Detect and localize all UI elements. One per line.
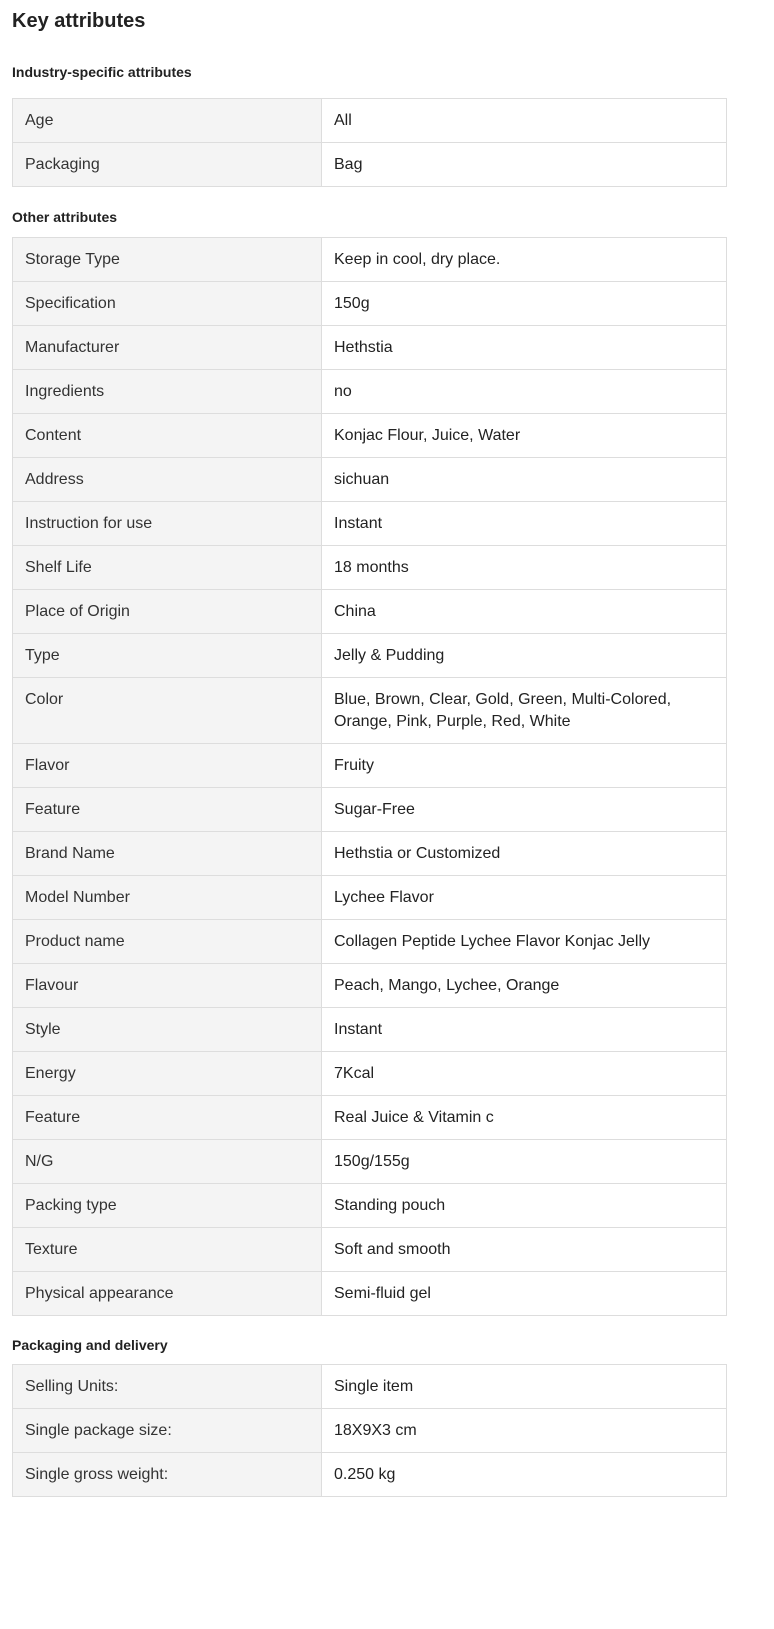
table-row: [13, 1140, 727, 1184]
table-row: [13, 99, 727, 143]
attribute-key: N/G: [13, 1140, 322, 1184]
table-row: [13, 143, 727, 187]
attribute-value: China: [322, 590, 727, 634]
table-row: [13, 326, 727, 370]
attribute-value: Instant: [322, 1008, 727, 1052]
table-row: [13, 1453, 727, 1497]
attribute-key: Type: [13, 634, 322, 678]
section-heading-other: Other attributes: [12, 209, 118, 225]
table-row: [13, 458, 727, 502]
table-row: [13, 1096, 727, 1140]
attribute-key: Style: [13, 1008, 322, 1052]
packaging-delivery-table: [12, 1364, 727, 1497]
attribute-key: Flavour: [13, 964, 322, 1008]
attribute-key: Feature: [13, 1096, 322, 1140]
industry-attributes-table: [12, 98, 727, 187]
table-row: [13, 832, 727, 876]
attribute-value: Lychee Flavor: [322, 876, 727, 920]
table-row: [13, 1365, 727, 1409]
attribute-value: Hethstia or Customized: [322, 832, 727, 876]
table-row: [13, 634, 727, 678]
table-row: [13, 1228, 727, 1272]
attribute-key: Selling Units:: [13, 1365, 322, 1409]
section-heading-packaging-delivery: Packaging and delivery: [12, 1337, 168, 1353]
table-row: [13, 238, 727, 282]
attribute-value: 7Kcal: [322, 1052, 727, 1096]
attribute-value: Standing pouch: [322, 1184, 727, 1228]
table-row: [13, 920, 727, 964]
attribute-key: Ingredients: [13, 370, 322, 414]
attribute-key: Physical appearance: [13, 1272, 322, 1316]
attribute-value: Fruity: [322, 744, 727, 788]
attribute-key: Packing type: [13, 1184, 322, 1228]
attribute-key: Packaging: [13, 143, 322, 187]
table-row: [13, 964, 727, 1008]
attribute-key: Age: [13, 99, 322, 143]
attribute-key: Address: [13, 458, 322, 502]
attribute-value: Hethstia: [322, 326, 727, 370]
attribute-key: Texture: [13, 1228, 322, 1272]
attribute-value: Single item: [322, 1365, 727, 1409]
table-row: [13, 1184, 727, 1228]
attribute-value: 0.250 kg: [322, 1453, 727, 1497]
attribute-key: Place of Origin: [13, 590, 322, 634]
section-heading-industry: Industry-specific attributes: [12, 64, 192, 80]
page-title: Key attributes: [12, 10, 146, 32]
table-row: [13, 876, 727, 920]
attribute-value: All: [322, 99, 727, 143]
attribute-value: Bag: [322, 143, 727, 187]
table-row: [13, 744, 727, 788]
attribute-value: Peach, Mango, Lychee, Orange: [322, 964, 727, 1008]
attribute-key: Single package size:: [13, 1409, 322, 1453]
attribute-value: Blue, Brown, Clear, Gold, Green, Multi-Colored, Orange, Pink, Purple, Red, White: [322, 678, 727, 744]
attribute-value: Instant: [322, 502, 727, 546]
attribute-value: Semi-fluid gel: [322, 1272, 727, 1316]
attribute-value: Konjac Flour, Juice, Water: [322, 414, 727, 458]
attribute-key: Specification: [13, 282, 322, 326]
attribute-key: Shelf Life: [13, 546, 322, 590]
table-row: [13, 590, 727, 634]
other-attributes-table: [12, 237, 727, 1316]
table-row: [13, 1052, 727, 1096]
attribute-value: Soft and smooth: [322, 1228, 727, 1272]
attribute-value: Jelly & Pudding: [322, 634, 727, 678]
table-row: [13, 370, 727, 414]
attribute-key: Manufacturer: [13, 326, 322, 370]
attribute-key: Content: [13, 414, 322, 458]
attribute-value: no: [322, 370, 727, 414]
table-row: [13, 1272, 727, 1316]
attribute-value: Keep in cool, dry place.: [322, 238, 727, 282]
table-row: [13, 678, 727, 744]
attribute-key: Model Number: [13, 876, 322, 920]
attribute-value: Real Juice & Vitamin c: [322, 1096, 727, 1140]
attribute-key: Single gross weight:: [13, 1453, 322, 1497]
attribute-key: Brand Name: [13, 832, 322, 876]
table-row: [13, 1409, 727, 1453]
table-row: [13, 502, 727, 546]
table-row: [13, 282, 727, 326]
table-row: [13, 414, 727, 458]
attribute-value: 18X9X3 cm: [322, 1409, 727, 1453]
attribute-key: Product name: [13, 920, 322, 964]
table-row: [13, 546, 727, 590]
table-row: [13, 1008, 727, 1052]
attribute-value: 150g: [322, 282, 727, 326]
attribute-key: Feature: [13, 788, 322, 832]
attribute-value: 150g/155g: [322, 1140, 727, 1184]
attribute-key: Instruction for use: [13, 502, 322, 546]
attribute-value: sichuan: [322, 458, 727, 502]
attribute-value: Collagen Peptide Lychee Flavor Konjac Jelly: [322, 920, 727, 964]
attribute-value: 18 months: [322, 546, 727, 590]
attribute-key: Flavor: [13, 744, 322, 788]
attribute-key: Color: [13, 678, 322, 744]
attribute-key: Energy: [13, 1052, 322, 1096]
table-row: [13, 788, 727, 832]
attribute-value: Sugar-Free: [322, 788, 727, 832]
attribute-key: Storage Type: [13, 238, 322, 282]
